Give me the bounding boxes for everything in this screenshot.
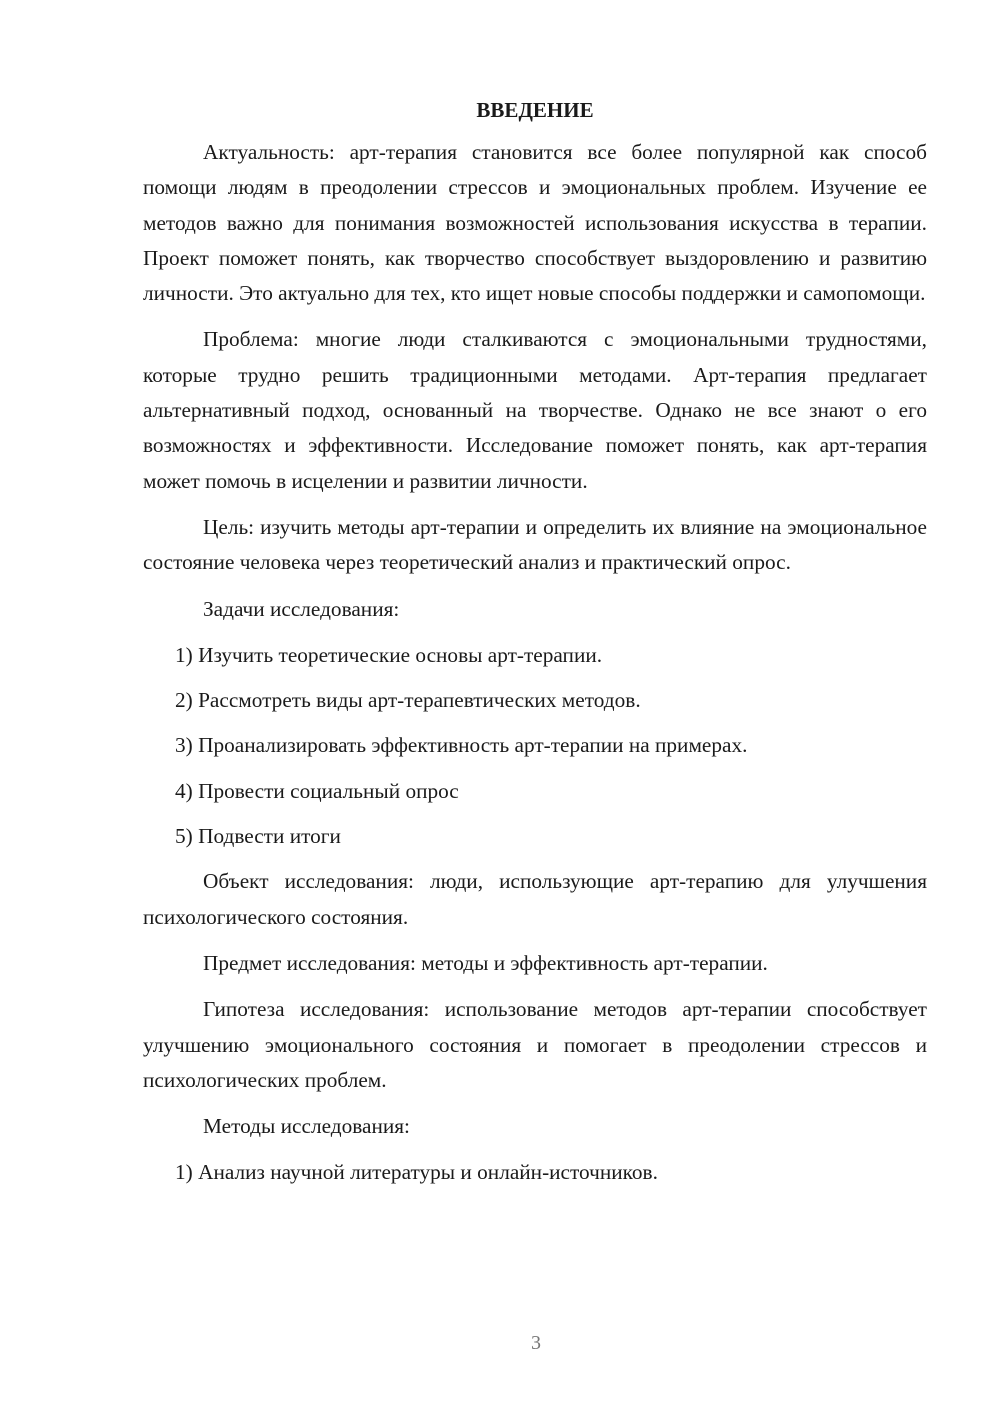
tasks-list <box>143 638 927 854</box>
goal-paragraph: Цель: изучить методы арт-терапии и определить их влияние на эмоциональное состояние человека через теоретический анализ и практический опрос. <box>143 514 927 575</box>
page-content <box>143 95 927 1201</box>
list-item: 5) Подвести итоги <box>175 824 341 849</box>
list-item: 4) Провести социальный опрос <box>175 778 459 803</box>
list-item: 3) Проанализировать эффективность арт-терапии на примерах. <box>175 733 748 758</box>
methods-list <box>143 1155 927 1190</box>
object-paragraph: Объект исследования: люди, использующие арт-терапию для улучшения психологического состояния. <box>143 869 927 929</box>
tasks-label: Задачи исследования: <box>203 596 400 621</box>
list-item: 1) Изучить теоретические основы арт-терапии. <box>175 642 603 667</box>
page-number: 3 <box>531 1332 541 1354</box>
methods-label: Методы исследования: <box>203 1114 410 1139</box>
hypothesis-paragraph: Гипотеза исследования: использование методов арт-терапии способствует улучшению эмоционального состояния и помогает в преодолении стрессов и психологических проблем. <box>143 997 927 1092</box>
list-item: 1) Анализ научной литературы и онлайн-источников. <box>175 1160 658 1185</box>
list-item: 2) Рассмотреть виды арт-терапевтических методов. <box>175 688 641 713</box>
subject-paragraph: Предмет исследования: методы и эффективность арт-терапии. <box>203 950 768 975</box>
section-title: ВВЕДЕНИЕ <box>476 98 594 122</box>
problem-paragraph: Проблема: многие люди сталкиваются с эмоциональными трудностями, которые трудно решить традиционными методами. Арт-терапия предлагает альтернативный подход, основанный на творчестве. Однако не все знают о его возможностях и эффективности. Исследование поможет понять, как арт-терапия может помочь в исцелении и развитии личности. <box>143 327 927 493</box>
relevance-paragraph: Актуальность: арт-терапия становится все более популярной как способ помощи людям в преодолении стрессов и эмоциональных проблем. Изучение ее методов важно для понимания возможностей использования искусства в терапии. Проект поможет понять, как творчество способствует выздоровлению и развитию личности. Это актуально для тех, кто ищет новые способы поддержки и самопомощи. <box>143 140 927 306</box>
